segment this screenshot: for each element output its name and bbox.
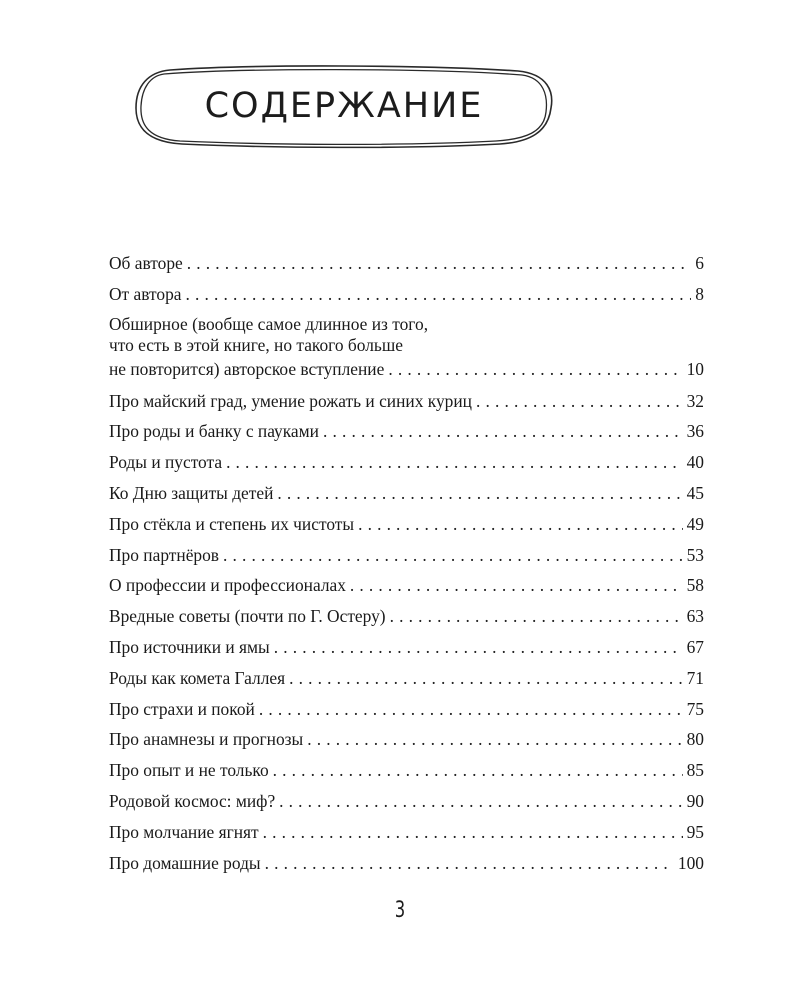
toc-entry-title: Про источники и ямы <box>109 636 270 657</box>
toc-entry <box>109 570 704 601</box>
dot-leader <box>350 570 683 601</box>
toc-entry-title: Про роды и банку с пауками <box>109 421 319 442</box>
toc-entry-title: Вредные советы (почти по Г. Остеру) <box>109 606 386 627</box>
toc-entry-title: Об авторе <box>109 253 183 273</box>
toc-entry-page: 49 <box>686 513 704 534</box>
toc-entry <box>109 694 704 725</box>
toc-entry <box>109 478 704 509</box>
toc-entry-page: 71 <box>686 667 704 688</box>
toc-entry-page: 67 <box>686 636 704 657</box>
toc-entry-title: Родовой космос: миф? <box>109 790 276 811</box>
toc-entry-page: 95 <box>686 821 704 842</box>
toc-entry-page: 32 <box>686 390 704 411</box>
dot-leader <box>263 817 683 848</box>
dot-leader <box>259 694 683 725</box>
dot-leader <box>307 724 682 755</box>
dot-leader <box>273 755 683 786</box>
toc-entry-title: не повторится) авторское вступление <box>109 358 385 379</box>
page-title: СОДЕРЖАНИЕ <box>204 86 484 126</box>
toc-entry-page: 85 <box>686 760 704 781</box>
toc-entry-title: Про стёкла и степень их чистоты <box>109 513 355 534</box>
toc-entry-title: Про страхи и покой <box>109 698 255 719</box>
toc-entry-title: Роды и пустота <box>109 452 223 473</box>
toc-entry-title: Про домашние роды <box>109 852 261 873</box>
toc-entry <box>109 416 704 447</box>
toc-entry <box>109 632 704 663</box>
dot-leader <box>277 478 682 509</box>
dot-leader <box>323 416 683 447</box>
toc-entry <box>109 314 704 382</box>
toc-entry <box>109 601 704 632</box>
toc-entry <box>109 509 704 540</box>
dot-leader <box>187 248 692 279</box>
toc-entry-title: Про партнёров <box>109 544 220 565</box>
toc-entry <box>109 786 704 817</box>
toc-entry-page: 90 <box>686 790 704 811</box>
dot-leader <box>265 848 674 879</box>
title-frame <box>130 62 554 150</box>
toc-entry-title: О профессии и профессионалах <box>109 575 346 596</box>
page-number: 3 <box>394 898 406 923</box>
toc-entry-title: От автора <box>109 283 182 304</box>
dot-leader <box>289 663 682 694</box>
toc-entry <box>109 724 704 755</box>
toc-entry-page: 100 <box>677 852 704 873</box>
toc-entry <box>109 386 704 417</box>
toc-entry-page: 75 <box>686 698 704 719</box>
toc-entry-title: Ко Дню защиты детей <box>109 482 274 503</box>
toc-entry-page: 36 <box>686 421 704 442</box>
toc-entry-page: 8 <box>695 283 704 304</box>
toc-entry <box>109 447 704 478</box>
toc-entry-page: 53 <box>686 544 704 565</box>
dot-leader <box>358 509 683 540</box>
toc-entry <box>109 755 704 786</box>
toc-entry-page: 58 <box>686 575 704 596</box>
toc-entry <box>109 817 704 848</box>
dot-leader <box>279 786 682 817</box>
toc-entry-title-line: Обширное (вообще самое длинное из того, <box>109 313 429 334</box>
toc-entry-page: 63 <box>686 606 704 627</box>
toc-entry <box>109 279 704 310</box>
toc-entry-title: Про майский град, умение рожать и синих куриц <box>109 390 472 411</box>
dot-leader <box>274 632 683 663</box>
dot-leader <box>223 540 683 571</box>
toc-entry <box>109 248 704 279</box>
dot-leader <box>226 447 683 478</box>
dot-leader <box>388 357 682 382</box>
toc-entry-page: 6 <box>695 253 704 273</box>
toc-entry-title: Про молчание ягнят <box>109 821 259 842</box>
toc-entry <box>109 540 704 571</box>
toc-entry-page: 40 <box>686 452 704 473</box>
dot-leader <box>476 386 683 417</box>
toc-entry-title-line: что есть в этой книге, но такого больше <box>109 335 403 356</box>
toc-entry-title: Про анамнезы и прогнозы <box>109 729 304 750</box>
toc-entry-page: 80 <box>686 729 704 750</box>
toc-entry-title: Про опыт и не только <box>109 760 269 781</box>
toc-entry-title: Роды как комета Галлея <box>109 667 286 688</box>
toc-entry-page: 45 <box>686 482 704 503</box>
dot-leader <box>185 279 691 310</box>
dot-leader <box>390 601 683 632</box>
toc-entry <box>109 663 704 694</box>
toc-entry <box>109 848 704 879</box>
toc-entry-page: 10 <box>686 358 704 379</box>
table-of-contents <box>109 248 704 878</box>
